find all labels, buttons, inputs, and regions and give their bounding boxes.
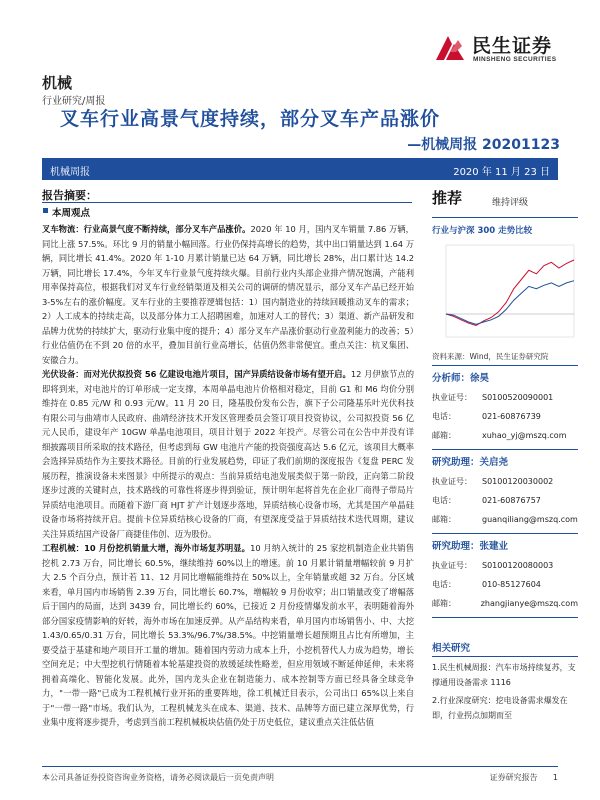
rating-divider: [432, 217, 578, 218]
field-key: 邮箱：: [432, 431, 456, 440]
report-subtitle: —机械周报 20201123: [407, 137, 560, 153]
footer-divider: [42, 766, 558, 767]
analyst-name: 徐昊: [470, 373, 490, 384]
summary-label: 报告摘要：: [42, 189, 97, 202]
field-key: 电话：: [432, 412, 456, 421]
analyst-divider: [432, 533, 578, 534]
report-type: 行业研究/周报: [42, 96, 106, 107]
paragraph-body: 12 月伊旅节点的即将到来，对电池片的订单形成一定支撑，本周单晶电池片价格相对稳定，目前 G1 和 M6 均价分别维持在 0.85 元/W 和 0.93 元/W。11 月 20 日，隆基股份发布公告，旗下子公司隆基乐叶光伏科技有限公司与曲靖市人民政府、曲靖经济技术开发区管理委员会签订项目投资协议，公司拟投资 56 亿元人民币，建设年产 10GW 单晶电池项目，项目计划于 2022 年投产。尽管公司在公告中并没有详细披露项目所采取的技术路径，但考虑到每 GW 电池片产能的投资强度高达 5.6 亿元，该项目大概率会选择异质结作为主要技术路径。目前的行业发展趋势，印证了我们前期的深度报告《复盘 PERC 发展历程，推演设备未来图景》中所提示的观点：当前异质结电池发展类似于第一阶段，正向第二阶段逐步过渡的关键时点，技术路线的可靠性将逐步得到验证，预计明年起将首先在企业厂商得子带局片异质结电池项目。而随着下游厂商 HJT 扩产计划逐步落地，异质结核心设备市场，尤其是国产单晶硅设备市场将持续开启。提前卡位异质结核心设备的厂商，有望深度受益于异质结技术迭代周期，建议关注异质结国产设备厂商捷佳伟创、迈为股份。: [42, 369, 415, 539]
field-value[interactable]: guanqiliang@mszq.com: [482, 515, 578, 524]
chart-frame: [446, 245, 574, 337]
field-key: 执业证号：: [432, 477, 472, 486]
section-heading: 本周观点: [52, 205, 414, 219]
paragraph-lead: 叉车物流：行业高景气度不断持续，部分叉车产品涨价。: [42, 224, 251, 234]
paragraph-photovoltaic: [42, 367, 414, 541]
chart-series-line-0: [446, 260, 574, 326]
analyst-field: [432, 388, 578, 407]
sector-label: 机械: [42, 74, 73, 92]
paragraph-body: 10 月纳入统计的 25 家挖机制造企业共销售挖机 2.73 万台，同比增长 60.5%，继续维持 60%以上的增速。前 10 月累计销量增幅较前 9 月扩大 2.5 个百分点，预计若 11、12 月同比增幅能维持在 50%以上，全年销量或超 32 万台。分区域来看，单月国内市场销售 2.39 万台，同比增长 60.7%，增幅较 9 月份收窄；出口销量改变了增幅落后于国内的局面，达到 3439 台，同比增长约 60%，已接近 2 月份疫情爆发前水平，表明随着海外部分国家疫情影响的好转，海外市场在加速反弹。从产品结构来看，单月国内市场销售小、中、大挖 1.43/0.65/0.31 万台，同比增长 53.3%/96.7%/38.5%。中挖销量增长超预期且占比有所增加，主要受益于基建和地产项目开工量的增加。随着国内劳动力成本上升，小挖机替代人力成为趋势，增长空间充足；中大型挖机行情随着本轮基建投资的放缓延续性略差，但应用领域不断延伸延伸，未来将拥着高端化、智能化发展。此外，国内龙头企业在制造能力、成本控制等方面已经具备全球竞争力，"一带一路"已成为工程机械行业开拓的重要阵地，徐工机械迁目表示，公司出口 65%以上来自于"一带一路"市场。我们认为，工程机械龙头在成本、渠道、技术、品牌等方面已建立深厚优势，行业集中度将逐步提升，考虑到当前工程机械板块估值仍处于历史低位，建议重点关注低估值: [42, 543, 415, 727]
rating: [432, 187, 578, 215]
analyst-field: [432, 556, 578, 575]
analyst-field: [432, 472, 578, 491]
analyst-name: 张建业: [479, 541, 509, 552]
chart-title: 行业与沪深 300 走势比较: [432, 226, 533, 236]
field-value[interactable]: xuhao_yj@mszq.com: [482, 431, 567, 440]
field-key: 执业证号：: [432, 561, 472, 570]
field-value: 021-60876739: [482, 412, 541, 421]
field-key: 电话：: [432, 580, 456, 589]
analyst-heading: [432, 370, 578, 384]
footer-disclaimer: 本公司具备证券投资咨询业务资格，请务必阅读最后一页免责声明: [42, 773, 274, 782]
footer-label: 证券研究报告: [489, 773, 538, 782]
paragraph-body: 2020 年 10 月，国内叉车销量 7.86 万辆，同比上涨 57.5%。环比 9 月的销量小幅回落。行业仍保持高增长的趋势，其中出口销量达到 1.64 万辆，同比增长 41.4%。2020 年 1-10 月累计销量已达 64 万辆，同比增长 28%，出口累计达 14.2 万辆，同比增长 17.4%，今年叉车行业景气度持续火爆。目前行业内头部企业排产情况饱满，产能利用率保持高位，根据我们对叉车行业经销渠道及相关公司的调研的情况显示，部分叉车产品已经开始 3-5%左右的涨价幅度。叉车行业的主要推荐逻辑包括：1）国内制造业的持续回暖推动叉车的需求；2）人工成本的持续走高，以及部分体力工人招聘困难，加速对人工的替代；3）渠道、新产品研发和品牌力优势的持续扩大，驱动行业集中度的提升；4）部分叉车产品涨价驱动行业盈利能力的改善；5）行业估值仍在不到 20 倍的水平，叠加目前行业高增长，估值仍然非常便宜。重点关注：杭叉集团、安徽合力。: [42, 224, 414, 365]
chart-series-line-1: [446, 281, 574, 325]
footer-right: [490, 772, 558, 783]
brand-logo: [432, 30, 582, 66]
analyst-field: [432, 575, 578, 594]
trend-chart-svg: [432, 239, 578, 349]
related-item[interactable]: 2.行业深度研究：挖电设备需求爆发在即，行业拐点加期而至: [432, 696, 568, 720]
minsheng-logo-icon: [432, 30, 468, 66]
report-title: 叉车行业高景气度持续，部分叉车产品涨价: [60, 108, 441, 130]
paragraph-lead: 光伏设备：而对光伏拟投资 56 亿建设电池片项目，国产异质结设备市场有望开启。: [42, 369, 351, 379]
field-key: 邮箱：: [432, 515, 456, 524]
field-value: S0100520090001: [482, 393, 554, 402]
analyst-heading: [432, 538, 578, 552]
analyst-divider: [432, 617, 578, 618]
analyst-role: 研究助理：: [432, 541, 480, 552]
field-value: 010-85127604: [482, 580, 541, 589]
analyst-role: 研究助理：: [432, 457, 480, 468]
field-value: S0100120080003: [482, 561, 554, 570]
analyst-field: [432, 594, 578, 613]
field-key: 执业证号：: [432, 393, 472, 402]
paragraph-construction: [42, 541, 414, 730]
analyst-name: 关启尧: [479, 457, 509, 468]
analyst-field: [432, 426, 578, 445]
chart-source: 资料来源：Wind，民生证券研究院: [432, 351, 578, 366]
rating-label: 推荐: [432, 189, 463, 207]
summary-divider: [42, 202, 412, 203]
field-value: 021-60876757: [482, 496, 541, 505]
field-value[interactable]: zhangjianye@mszq.com: [480, 599, 578, 608]
header-bar: [42, 158, 558, 180]
analyst-divider: [432, 449, 578, 450]
rating-value: 维持评级: [492, 198, 529, 208]
page-number: 1: [552, 773, 558, 782]
field-value: S0100120030002: [482, 477, 554, 486]
analyst-role: 分析师：: [432, 373, 471, 384]
paragraph-forklift: [42, 222, 414, 367]
analyst-field: [432, 510, 578, 529]
analyst-heading: [432, 454, 578, 468]
analyst-field: [432, 491, 578, 510]
sidebar: [432, 187, 578, 723]
trend-chart: [432, 239, 578, 349]
main-column: [42, 205, 414, 730]
related-heading: 相关研究: [432, 640, 578, 657]
field-key: 邮箱：: [432, 599, 456, 608]
header-bar-left: 机械周报: [50, 167, 90, 178]
brand-name-en: MINSHENG SECURITIES: [473, 56, 557, 63]
header-bar-date: 2020 年 11 月 23 日: [453, 167, 550, 178]
analyst-list: [432, 370, 578, 618]
paragraph-lead: 工程机械：10 月份挖机销量大增，海外市场复苏明显。: [42, 543, 251, 553]
analyst-field: [432, 407, 578, 426]
related-item[interactable]: 1.民生机械周报：汽车市场持续复苏，支撑通用设备需求 1116: [432, 663, 576, 687]
brand-name-cn: 民生证券: [472, 35, 553, 57]
field-key: 电话：: [432, 496, 456, 505]
